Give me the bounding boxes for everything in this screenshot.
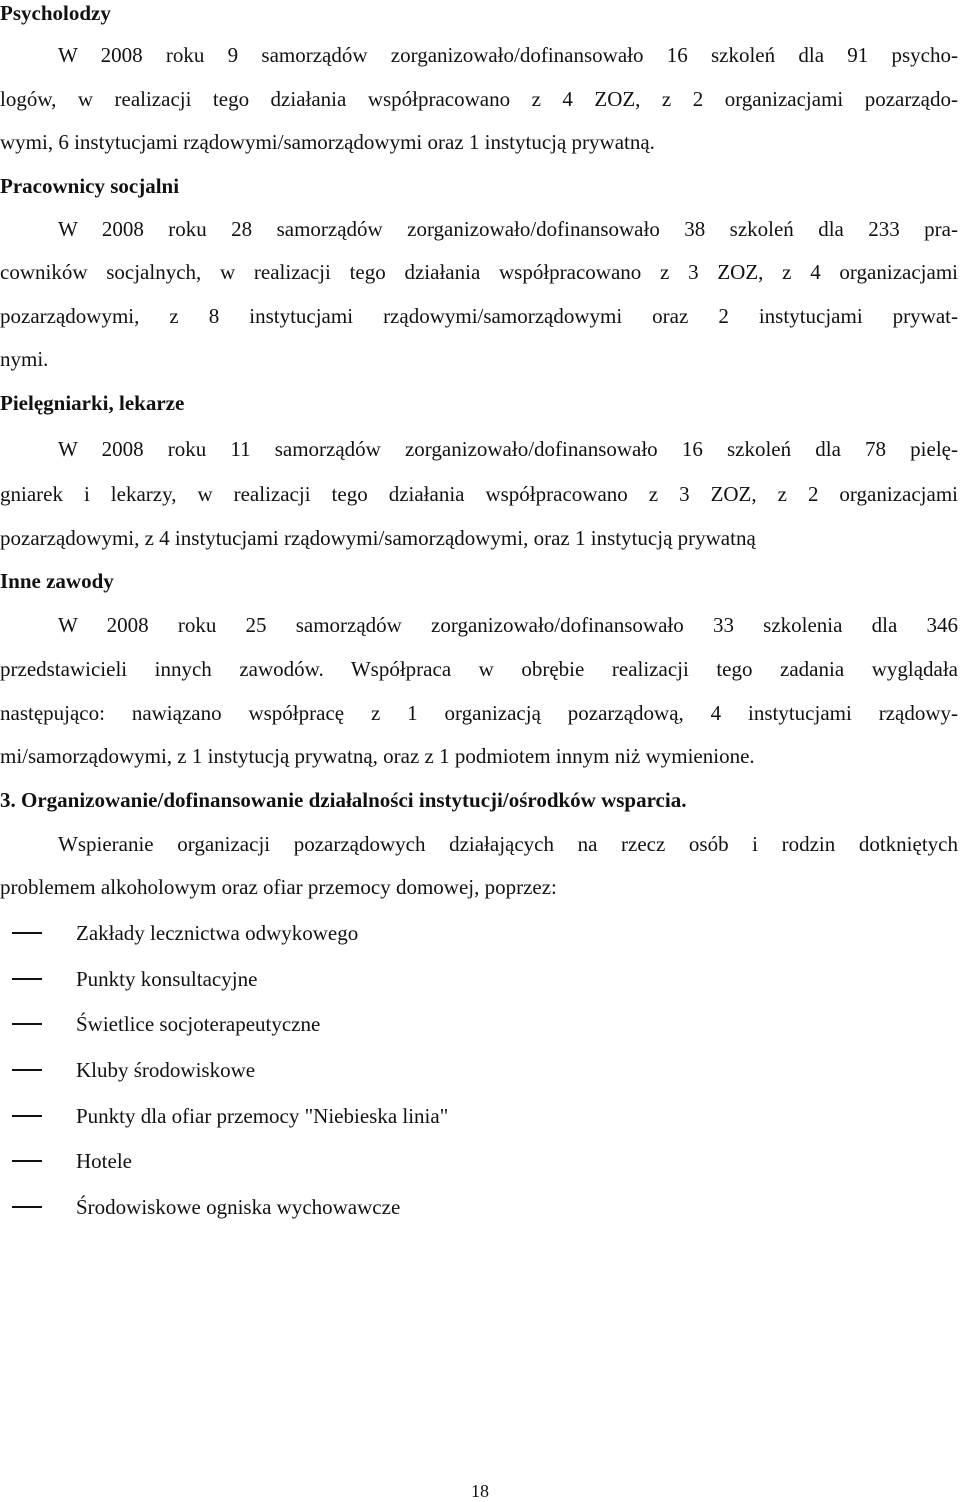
- paragraph-line: pozarządowymi, z 4 instytucjami rządowymi/samorządowymi, oraz 1 instytucją prywatną: [0, 526, 756, 550]
- dash-bullet-icon: [12, 1115, 42, 1117]
- paragraph-line: pozarządowymi, z 8 instytucjami rządowymi/samorządowymi oraz 2 instytucjami prywat-: [0, 304, 958, 328]
- paragraph-line: przedstawicieli innych zawodów. Współpraca w obrębie realizacji tego zadania wyglądała: [0, 657, 958, 681]
- section-heading-organizowanie: 3. Organizowanie/dofinansowanie działalności instytucji/ośrodków wsparcia.: [0, 788, 687, 812]
- paragraph-line: następująco: nawiązano współpracę z 1 organizacją pozarządową, 4 instytucjami rządowy-: [0, 701, 958, 725]
- section-heading-psycholodzy: Psycholodzy: [0, 1, 111, 25]
- paragraph-line: nymi.: [0, 347, 49, 371]
- paragraph-line: W 2008 roku 11 samorządów zorganizowało/dofinansowało 16 szkoleń dla 78 pielę-: [58, 437, 958, 461]
- list-item-text: Kluby środowiskowe: [76, 1058, 256, 1082]
- paragraph-line: mi/samorządowymi, z 1 instytucją prywatną, oraz z 1 podmiotem innym niż wymienione.: [0, 744, 755, 768]
- section-heading-pracownicy: Pracownicy socjalni: [0, 174, 180, 198]
- list-item-text: Punkty konsultacyjne: [76, 967, 258, 991]
- dash-bullet-icon: [12, 1206, 42, 1208]
- paragraph-line: W 2008 roku 25 samorządów zorganizowało/dofinansowało 33 szkolenia dla 346: [58, 613, 958, 637]
- paragraph-line: cowników socjalnych, w realizacji tego działania współpracowano z 3 ZOZ, z 4 organizacjami: [0, 260, 958, 284]
- dash-bullet-icon: [12, 978, 42, 980]
- paragraph-line: W 2008 roku 28 samorządów zorganizowało/dofinansowało 38 szkoleń dla 233 pra-: [58, 217, 958, 241]
- paragraph-line: wymi, 6 instytucjami rządowymi/samorządowymi oraz 1 instytucją prywatną.: [0, 130, 655, 154]
- list-item-text: Świetlice socjoterapeutyczne: [76, 1012, 321, 1036]
- section-heading-inne: Inne zawody: [0, 569, 114, 593]
- section-heading-pielegniarki: Pielęgniarki, lekarze: [0, 391, 185, 415]
- paragraph-line: Wspieranie organizacji pozarządowych działających na rzecz osób i rodzin dotkniętych: [58, 832, 958, 856]
- paragraph-line: logów, w realizacji tego działania współpracowano z 4 ZOZ, z 2 organizacjami pozarządo-: [0, 87, 958, 111]
- paragraph-line: problemem alkoholowym oraz ofiar przemocy domowej, poprzez:: [0, 875, 557, 899]
- paragraph-line: W 2008 roku 9 samorządów zorganizowało/dofinansowało 16 szkoleń dla 91 psycho-: [58, 43, 958, 67]
- dash-bullet-icon: [12, 1069, 42, 1071]
- list-item-text: Zakłady lecznictwa odwykowego: [76, 921, 359, 945]
- list-item-text: Punkty dla ofiar przemocy "Niebieska linia": [76, 1104, 449, 1128]
- dash-bullet-icon: [12, 932, 42, 934]
- dash-bullet-icon: [12, 1023, 42, 1025]
- list-item-text: Hotele: [76, 1149, 132, 1173]
- dash-bullet-icon: [12, 1160, 42, 1162]
- page-number: 18: [471, 1481, 489, 1501]
- list-item-text: Środowiskowe ogniska wychowawcze: [76, 1195, 401, 1219]
- paragraph-line: gniarek i lekarzy, w realizacji tego działania współpracowano z 3 ZOZ, z 2 organizacjami: [0, 482, 958, 506]
